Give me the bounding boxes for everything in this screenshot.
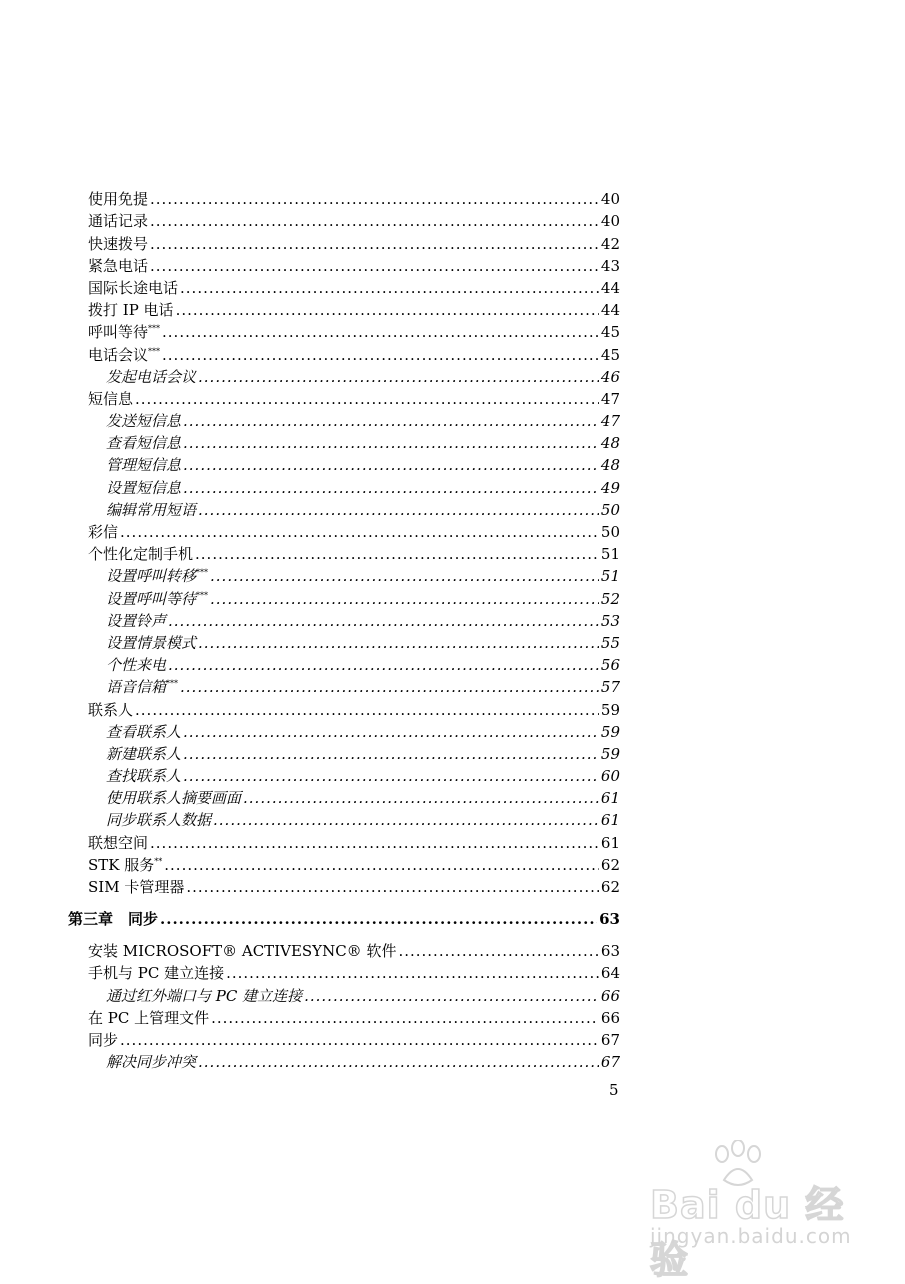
toc-entry-title: 在 PC 上管理文件: [88, 1008, 210, 1027]
dot-leader: [211, 1009, 599, 1027]
toc-entry-page: 61: [600, 833, 620, 852]
availability-marker: ***: [148, 324, 161, 334]
toc-entry-title: 呼叫等待***: [88, 323, 161, 342]
toc-entry[interactable]: [88, 785, 620, 807]
toc-entry-page: 55: [600, 633, 620, 652]
toc-entry-page: 61: [600, 789, 620, 808]
toc-entry[interactable]: [88, 719, 620, 741]
toc-entry-page: 66: [600, 1008, 620, 1027]
toc-entry-page: 50: [600, 523, 620, 541]
toc-entry[interactable]: [88, 1049, 620, 1071]
watermark-brand: Bai du 经验: [650, 1183, 845, 1282]
toc-entry-title: 同步联系人数据: [106, 811, 212, 830]
dot-leader: [150, 235, 599, 253]
toc-entry[interactable]: [88, 208, 620, 230]
toc-entry-page: 66: [600, 986, 620, 1005]
dot-leader: [183, 412, 599, 430]
dot-leader: [183, 745, 599, 763]
toc-entry-page: 62: [600, 855, 620, 874]
toc-entry-page: 63: [599, 910, 620, 928]
toc-entry-title: 手机与 PC 建立连接: [88, 964, 225, 983]
toc-entry-page: 49: [600, 478, 620, 497]
toc-entry-title: 发送短信息: [106, 412, 182, 431]
dot-leader: [120, 1031, 599, 1049]
toc-entry[interactable]: [88, 364, 620, 386]
dot-leader: [180, 279, 599, 297]
dot-leader: [183, 479, 599, 497]
baidu-jingyan-watermark: [646, 1140, 866, 1282]
toc-entry-page: 45: [600, 345, 620, 364]
toc-entry[interactable]: [88, 386, 620, 408]
dot-leader: [183, 767, 599, 785]
toc-entry[interactable]: [88, 608, 620, 630]
dot-leader: [180, 678, 599, 696]
availability-marker: ***: [166, 679, 179, 689]
toc-entry-title: 电话会议***: [88, 345, 161, 364]
toc-entry-title: 管理短信息: [106, 456, 182, 475]
toc-entry-title: 查看短信息: [106, 434, 182, 453]
toc-entry-page: 53: [600, 611, 620, 630]
toc-entry-page: 47: [600, 412, 620, 431]
dot-leader: [198, 634, 599, 652]
dot-leader: [304, 987, 599, 1005]
watermark-url: jingyan.baidu.com: [650, 1224, 852, 1248]
dot-leader: [183, 723, 599, 741]
toc-chapter-entry[interactable]: [68, 904, 620, 928]
toc-entry-title: 快速拨号: [88, 234, 149, 253]
toc-entry[interactable]: [88, 297, 620, 319]
toc-entry-title: 通话记录: [88, 212, 149, 231]
toc-entry-title: 设置呼叫等待***: [106, 589, 209, 608]
toc-entry-title: 解决同步冲突: [106, 1053, 197, 1072]
toc-entry[interactable]: [88, 982, 620, 1004]
toc-entry-page: 50: [600, 500, 620, 519]
dot-leader: [120, 523, 599, 541]
toc-entry-title: 设置情景模式: [106, 633, 197, 652]
dot-leader: [183, 434, 599, 452]
toc-entry-page: 61: [600, 811, 620, 830]
toc-entry-page: 63: [600, 942, 620, 961]
toc-entry-page: 42: [600, 234, 620, 253]
toc-entry-page: 44: [600, 278, 620, 297]
toc-entry-title: 联想空间: [88, 833, 149, 852]
dot-leader: [164, 856, 599, 874]
toc-entry[interactable]: [88, 452, 620, 474]
toc-entry-title: 编辑常用短语: [106, 500, 197, 519]
dot-leader: [186, 878, 599, 896]
toc-entry[interactable]: [88, 829, 620, 851]
toc-entry-page: 45: [600, 323, 620, 342]
dot-leader: [210, 567, 599, 585]
availability-marker: ***: [148, 346, 161, 356]
toc-entry[interactable]: [88, 1027, 620, 1049]
dot-leader: [150, 190, 599, 208]
toc-entry[interactable]: [88, 763, 620, 785]
dot-leader: [150, 257, 599, 275]
dot-leader: [226, 964, 599, 982]
dot-leader: [160, 910, 597, 928]
availability-marker: **: [154, 856, 163, 866]
toc-entry[interactable]: [88, 341, 620, 363]
toc-entry-title: 紧急电话: [88, 256, 149, 275]
toc-entry-page: 52: [600, 589, 620, 608]
toc-entry-page: 46: [600, 367, 620, 386]
dot-leader: [198, 368, 599, 386]
toc-entry-title: 第三章 同步: [68, 910, 159, 928]
toc-entry-page: 51: [600, 545, 620, 564]
toc-entry[interactable]: [88, 186, 620, 208]
toc-entry-title: 设置呼叫转移***: [106, 567, 209, 586]
toc-entry-title: 彩信: [88, 523, 119, 541]
toc-entry[interactable]: [88, 874, 620, 896]
toc-entry-page: 67: [600, 1030, 620, 1049]
toc-entry-title: 通过红外端口与 PC 建立连接: [106, 986, 303, 1005]
toc-entry-page: 40: [600, 212, 620, 231]
toc-entry[interactable]: [88, 474, 620, 496]
dot-leader: [135, 701, 599, 719]
toc-entry[interactable]: [88, 408, 620, 430]
toc-entry[interactable]: [88, 1005, 620, 1027]
toc-entry-page: 59: [600, 700, 620, 719]
dot-leader: [213, 811, 599, 829]
toc-entry[interactable]: [88, 497, 620, 519]
dot-leader: [168, 656, 599, 674]
toc-entry[interactable]: [88, 852, 620, 874]
dot-leader: [150, 834, 599, 852]
toc-entry[interactable]: [88, 541, 620, 563]
toc-entry[interactable]: [88, 319, 620, 341]
toc-entry-title: 语音信箱***: [106, 678, 179, 697]
toc-entry[interactable]: [88, 275, 620, 297]
toc-entry-page: 57: [600, 678, 620, 697]
toc-entry[interactable]: [88, 741, 620, 763]
toc-entry-title: 安装 MICROSOFT® ACTIVESYNC® 软件: [88, 942, 397, 961]
dot-leader: [210, 590, 599, 608]
toc-entry[interactable]: [88, 674, 620, 696]
toc-entry-page: 56: [600, 656, 620, 675]
toc-entry-title: 联系人: [88, 700, 134, 719]
toc-entry[interactable]: [88, 696, 620, 718]
toc-entry-title: STK 服务**: [88, 855, 163, 874]
toc-entry-title: 个性化定制手机: [88, 545, 194, 564]
toc-entry[interactable]: [88, 960, 620, 982]
dot-leader: [243, 789, 599, 807]
toc-entry-page: 44: [600, 301, 620, 320]
toc-entry-title: 新建联系人: [106, 744, 182, 763]
toc-entry[interactable]: [88, 938, 620, 960]
toc-entry-title: 同步: [88, 1030, 119, 1049]
toc-entry-page: 67: [600, 1053, 620, 1072]
toc-entry-title: 查看联系人: [106, 722, 182, 741]
toc-entry-page: 40: [600, 190, 620, 209]
toc-entry[interactable]: [88, 652, 620, 674]
toc-entry-title: 短信息: [88, 389, 134, 408]
toc-entry-page: 47: [600, 389, 620, 408]
toc-entry-page: 64: [600, 964, 620, 983]
toc-entry-title: 拨打 IP 电话: [88, 301, 174, 320]
availability-marker: ***: [196, 590, 209, 600]
toc-entry[interactable]: [88, 807, 620, 829]
toc-entry-page: 59: [600, 744, 620, 763]
toc-entry-page: 59: [600, 722, 620, 741]
toc-entry-title: SIM 卡管理器: [88, 878, 185, 896]
dot-leader: [135, 390, 599, 408]
availability-marker: ***: [196, 568, 209, 578]
toc-entry-page: 60: [600, 767, 620, 786]
toc-entry-page: 43: [600, 256, 620, 275]
toc-entry[interactable]: [88, 230, 620, 252]
toc-entry-page: 48: [600, 434, 620, 453]
toc-entry-title: 使用免提: [88, 190, 149, 209]
dot-leader: [176, 301, 599, 319]
toc-entry-title: 设置短信息: [106, 478, 182, 497]
dot-leader: [198, 1053, 599, 1071]
dot-leader: [150, 212, 599, 230]
dot-leader: [162, 346, 599, 364]
toc-entry-page: 48: [600, 456, 620, 475]
toc-entry[interactable]: [88, 430, 620, 452]
toc-entry[interactable]: [88, 253, 620, 275]
toc-entry-title: 发起电话会议: [106, 367, 197, 386]
dot-leader: [162, 323, 599, 341]
table-of-contents: [68, 186, 620, 1072]
dot-leader: [183, 456, 599, 474]
toc-entry-title: 个性来电: [106, 656, 167, 675]
toc-entry[interactable]: [88, 630, 620, 652]
dot-leader: [195, 545, 599, 563]
toc-entry-title: 查找联系人: [106, 767, 182, 786]
dot-leader: [168, 612, 599, 630]
toc-entry[interactable]: [88, 519, 620, 541]
toc-entry[interactable]: [88, 585, 620, 607]
toc-entry-page: 62: [600, 878, 620, 896]
toc-entry-title: 设置铃声: [106, 611, 167, 630]
dot-leader: [398, 942, 598, 960]
toc-entry[interactable]: [88, 563, 620, 585]
dot-leader: [198, 501, 599, 519]
toc-entry-title: 使用联系人摘要画面: [106, 789, 242, 808]
toc-entry-page: 51: [600, 567, 620, 586]
toc-entry-title: 国际长途电话: [88, 278, 179, 297]
page-number: 5: [609, 1081, 619, 1099]
